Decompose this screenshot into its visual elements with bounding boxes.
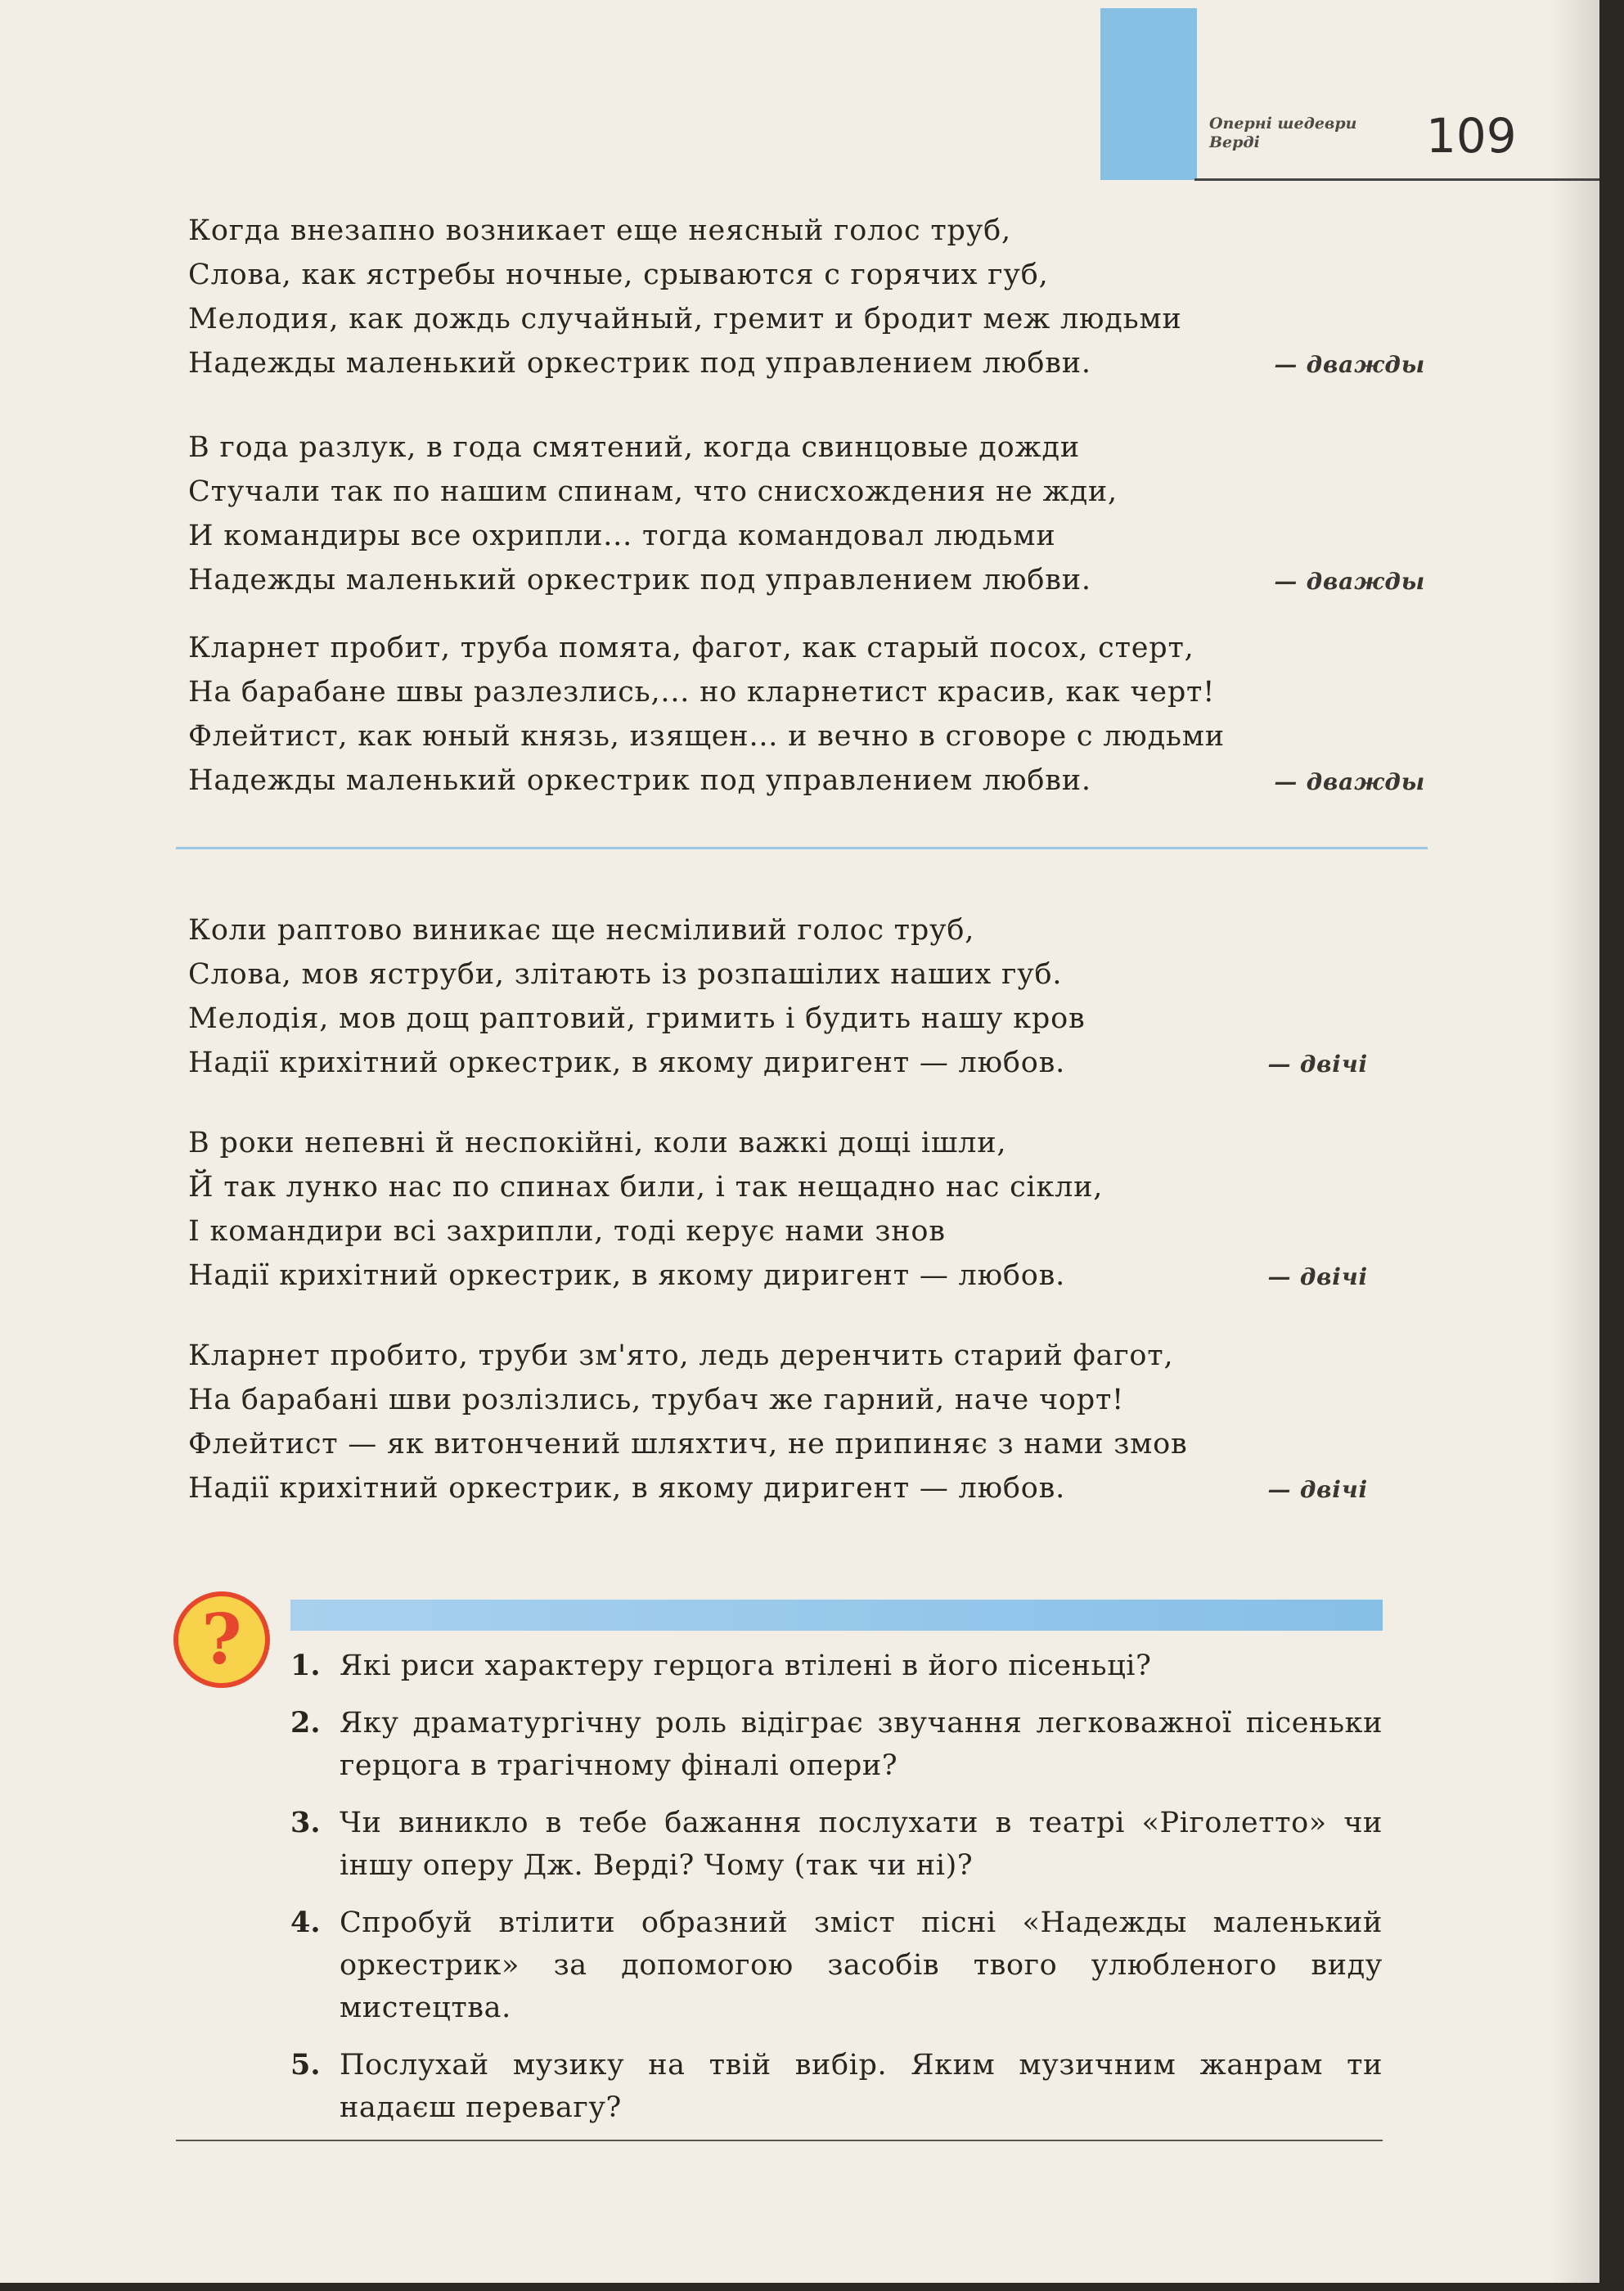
ukrainian-stanza-2 [188, 1121, 1374, 1298]
running-head: Оперні шедеври Верді [1209, 115, 1357, 151]
chapter-tab-marker [1100, 8, 1197, 180]
lyric-line: Кларнет пробито, труби зм'ято, ледь деренчить старий фагот, [188, 1339, 1174, 1372]
lyric-line: Стучали так по нашим спинам, что снисхождения не жди, [188, 475, 1118, 508]
lyric-line: Слова, как ястребы ночные, срываются с горячих губ, [188, 259, 1049, 291]
question-number: 4. [290, 1906, 321, 1939]
lyric-line: Надежды маленький оркестрик под управлением любви. — дважды [188, 758, 1432, 803]
refrain-note: — двічі [1267, 1476, 1368, 1503]
lyric-line: Флейтист, как юный князь, изящен... и вечно в сговоре с людьми [188, 720, 1225, 753]
lyric-line: Надежды маленький оркестрик под управлением любви. — дважды [188, 341, 1432, 385]
ukrainian-stanza-1 [188, 908, 1374, 1085]
lyric-line: И командиры все охрипли... тогда командовал людьми [188, 520, 1056, 552]
section-divider [176, 847, 1428, 849]
lyric-line: Коли раптово виникає ще несміливий голос труб, [188, 914, 975, 947]
refrain-note: — дважды [1274, 351, 1425, 378]
refrain-note: — двічі [1267, 1263, 1368, 1290]
lyric-line: На барабане швы разлезлись,... но кларнетист красив, как черт! [188, 676, 1216, 709]
lyric-line: Мелодия, как дождь случайный, гремит и бродит меж людьми [188, 303, 1182, 335]
question-text: Чи виникло в тебе бажання послухати в театрі «Ріголетто» чи іншу оперу Дж. Верді? Чому (так чи ні)? [340, 1807, 1383, 1882]
question-item [290, 1802, 1383, 1887]
lyric-line: Мелодія, мов дощ раптовий, гримить і будить нашу кров [188, 1002, 1086, 1035]
question-text: Які риси характеру герцога втілені в його пісеньці? [340, 1650, 1152, 1682]
russian-stanza-2 [188, 425, 1432, 602]
lyric-line: В года разлук, в года смятений, когда свинцовые дожди [188, 431, 1080, 464]
lyric-line: Надежды маленький оркестрик под управлением любви. — дважды [188, 558, 1432, 602]
lyric-line: Слова, мов яструби, злітають із розпашілих наших губ. [188, 958, 1063, 991]
lyric-line: Флейтист — як витончений шляхтич, не припиняє з нами змов [188, 1428, 1188, 1461]
question-number: 2. [290, 1706, 321, 1740]
refrain-note: — двічі [1267, 1051, 1368, 1078]
russian-stanza-3 [188, 626, 1432, 803]
lyric-line: Надії крихітний оркестрик, в якому диригент — любов. — двічі [188, 1466, 1374, 1510]
question-text: Яку драматургічну роль відіграє звучання легковажної пісеньки герцога в трагічному фіналі опери? [340, 1707, 1383, 1782]
lyric-line: Кларнет пробит, труба помята, фагот, как старый посох, стерт, [188, 632, 1194, 664]
refrain-note: — дважды [1274, 768, 1425, 795]
lyric-line: Й так лунко нас по спинах били, і так нещадно нас сікли, [188, 1171, 1104, 1204]
lyric-line: На барабані шви розлізлись, трубач же гарний, наче чорт! [188, 1384, 1125, 1416]
lyric-line: Когда внезапно возникает еще неясный голос труб, [188, 214, 1011, 247]
lyric-line: Надії крихітний оркестрик, в якому диригент — любов. — двічі [188, 1254, 1374, 1298]
questions-header-bar [290, 1600, 1383, 1631]
question-item [290, 2044, 1383, 2129]
lyric-line: Надії крихітний оркестрик, в якому диригент — любов. — двічі [188, 1041, 1374, 1085]
russian-stanza-1 [188, 209, 1432, 385]
question-text: Спробуй втілити образний зміст пісні «Надежды маленький оркестрик» за допомогою засобів твого улюбленого виду мистецтва. [340, 1906, 1383, 2024]
question-mark-icon: ? [173, 1591, 270, 1688]
question-number: 1. [290, 1649, 321, 1682]
refrain-note: — дважды [1274, 568, 1425, 595]
header-rule [1194, 178, 1599, 181]
page-edge-shade [1550, 0, 1599, 2283]
question-item [290, 1902, 1383, 2029]
questions-list [290, 1645, 1383, 2144]
ukrainian-stanza-3 [188, 1334, 1374, 1510]
lyric-line: В роки непевні й неспокійні, коли важкі дощі ішли, [188, 1127, 1007, 1159]
question-number: 3. [290, 1806, 321, 1839]
question-number: 5. [290, 2048, 321, 2082]
question-item [290, 1702, 1383, 1787]
question-text: Послухай музику на твій вибір. Яким музичним жанрам ти надаєш перевагу? [340, 2049, 1383, 2124]
lyric-line: І командири всі захрипли, тоді керує нами знов [188, 1215, 946, 1248]
page-number: 109 [1426, 108, 1517, 164]
bottom-rule [176, 2140, 1383, 2141]
question-item [290, 1645, 1383, 1687]
